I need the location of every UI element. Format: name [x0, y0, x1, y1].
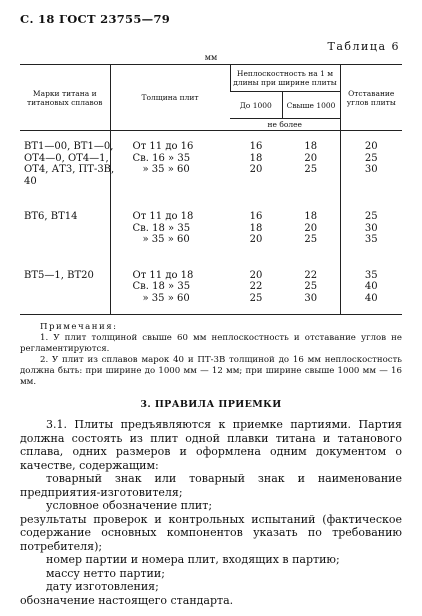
thickness-line: От 11 до 18 [132, 269, 194, 281]
value: 25 [304, 164, 318, 175]
paragraph: условное обозначение плит; [46, 499, 213, 512]
thickness-line: Св. 18 » 35 [132, 281, 191, 292]
value: 22 [304, 269, 318, 281]
flatness-upto-cell [230, 131, 282, 192]
paragraph: массу нетто партии; [46, 566, 165, 580]
notes-title: Примечания: [40, 322, 118, 332]
header-flatness: Неплоскостность на 1 м длины при ширине плиты [230, 65, 340, 92]
deviation-cell [340, 131, 402, 192]
paragraph: обозначение настоящего стандарта. [20, 593, 234, 607]
paragraph: дату изготовления; [46, 580, 159, 593]
note-item: 2. У плит из сплавов марок 40 и ПТ-3В толщиной до 16 мм неплоскостность должна быть: при ширине до 1000 мм — 12 мм; при ширине свыше 1000 мм — 16 мм. [20, 355, 402, 387]
section-title: 3. ПРАВИЛА ПРИЕМКИ [140, 399, 282, 410]
grade-cell [20, 191, 110, 250]
thickness-line: » 35 » 60 [142, 292, 190, 304]
table-notes [20, 322, 402, 388]
header-width-upto: До 1000 [230, 92, 282, 119]
value: 18 [304, 141, 318, 152]
thickness-line: От 11 до 18 [132, 211, 194, 222]
value: 20 [249, 234, 263, 245]
value: 25 [364, 152, 378, 164]
grade-line: ОТ4—0, ОТ4—1, [24, 152, 109, 164]
thickness-line: » 35 » 60 [142, 234, 190, 245]
paragraph: результаты проверок и контрольных испытаний (фактическое содержание основных компонентов указать по требованию потребителя); [20, 512, 402, 553]
header-not-more: не более [230, 119, 340, 131]
paragraph: 3.1. Плиты предъявляются к приемке партиями. Партия должна состоять из плит одной плавки титана и татанового сплава, одних размеров и оформлена одним документом о качестве, содержащим: [20, 418, 402, 472]
grade-line: ОТ4, АТ3, ПТ-3В, [24, 164, 115, 175]
deviation-cell [340, 250, 402, 315]
flatness-over-cell [282, 131, 340, 192]
value: 35 [364, 234, 378, 245]
spec-table [20, 64, 402, 315]
thickness-line: Св. 16 » 35 [132, 152, 191, 164]
flatness-over-cell [282, 250, 340, 315]
value: 20 [304, 222, 318, 234]
header-thickness: Толщина плит [110, 65, 230, 131]
thickness-cell [110, 191, 230, 250]
grade-line: ВТ5—1, ВТ20 [24, 269, 94, 281]
header-width-over: Свыше 1000 [282, 92, 340, 119]
value: 18 [249, 222, 263, 234]
value: 25 [364, 211, 378, 222]
value: 25 [304, 234, 318, 245]
value: 18 [249, 152, 263, 164]
value: 22 [249, 281, 263, 292]
table-row [20, 131, 402, 192]
flatness-over-cell [282, 191, 340, 250]
thickness-line: Св. 18 » 35 [132, 222, 191, 234]
grade-line: ВТ1—00, ВТ1—0, [24, 141, 114, 152]
paragraph: номер партии и номера плит, входящих в партию; [46, 553, 340, 566]
value: 18 [304, 211, 318, 222]
thickness-line: » 35 » 60 [142, 164, 190, 175]
table-label: Таблица 6 [327, 40, 400, 53]
grade-cell [20, 131, 115, 192]
value: 30 [304, 292, 318, 304]
value: 35 [364, 269, 378, 281]
table-row [20, 250, 402, 315]
deviation-cell [340, 191, 402, 250]
thickness-cell [110, 250, 230, 315]
grade-line: ВТ6, ВТ14 [24, 211, 78, 222]
flatness-upto-cell [230, 250, 282, 315]
grade-line: 40 [24, 175, 37, 187]
flatness-upto-cell [230, 191, 282, 250]
value: 30 [364, 164, 378, 175]
value: 30 [364, 222, 378, 234]
value: 25 [249, 292, 263, 304]
value: 16 [249, 141, 263, 152]
header-deviation: Отставание углов плиты [340, 65, 402, 131]
value: 20 [249, 269, 263, 281]
table-units: мм [204, 53, 218, 62]
thickness-cell [110, 131, 230, 192]
section-body [20, 418, 402, 607]
value: 20 [364, 141, 378, 152]
table-row [20, 191, 402, 250]
header-grade: Марки титана и титановых сплавов [20, 65, 110, 131]
value: 16 [249, 211, 263, 222]
value: 40 [364, 292, 378, 304]
thickness-line: От 11 до 16 [132, 141, 194, 152]
value: 20 [249, 164, 263, 175]
value: 20 [304, 152, 318, 164]
page-header: С. 18 ГОСТ 23755—79 [20, 12, 171, 26]
paragraph: товарный знак или товарный знак и наименование предприятия-изготовителя; [20, 472, 402, 499]
value: 25 [304, 281, 318, 292]
note-item: 1. У плит толщиной свыше 60 мм неплоскостность и отставание углов не регламентируются. [20, 333, 402, 354]
table-body [20, 131, 402, 315]
grade-cell [20, 250, 110, 315]
value: 40 [364, 281, 378, 292]
